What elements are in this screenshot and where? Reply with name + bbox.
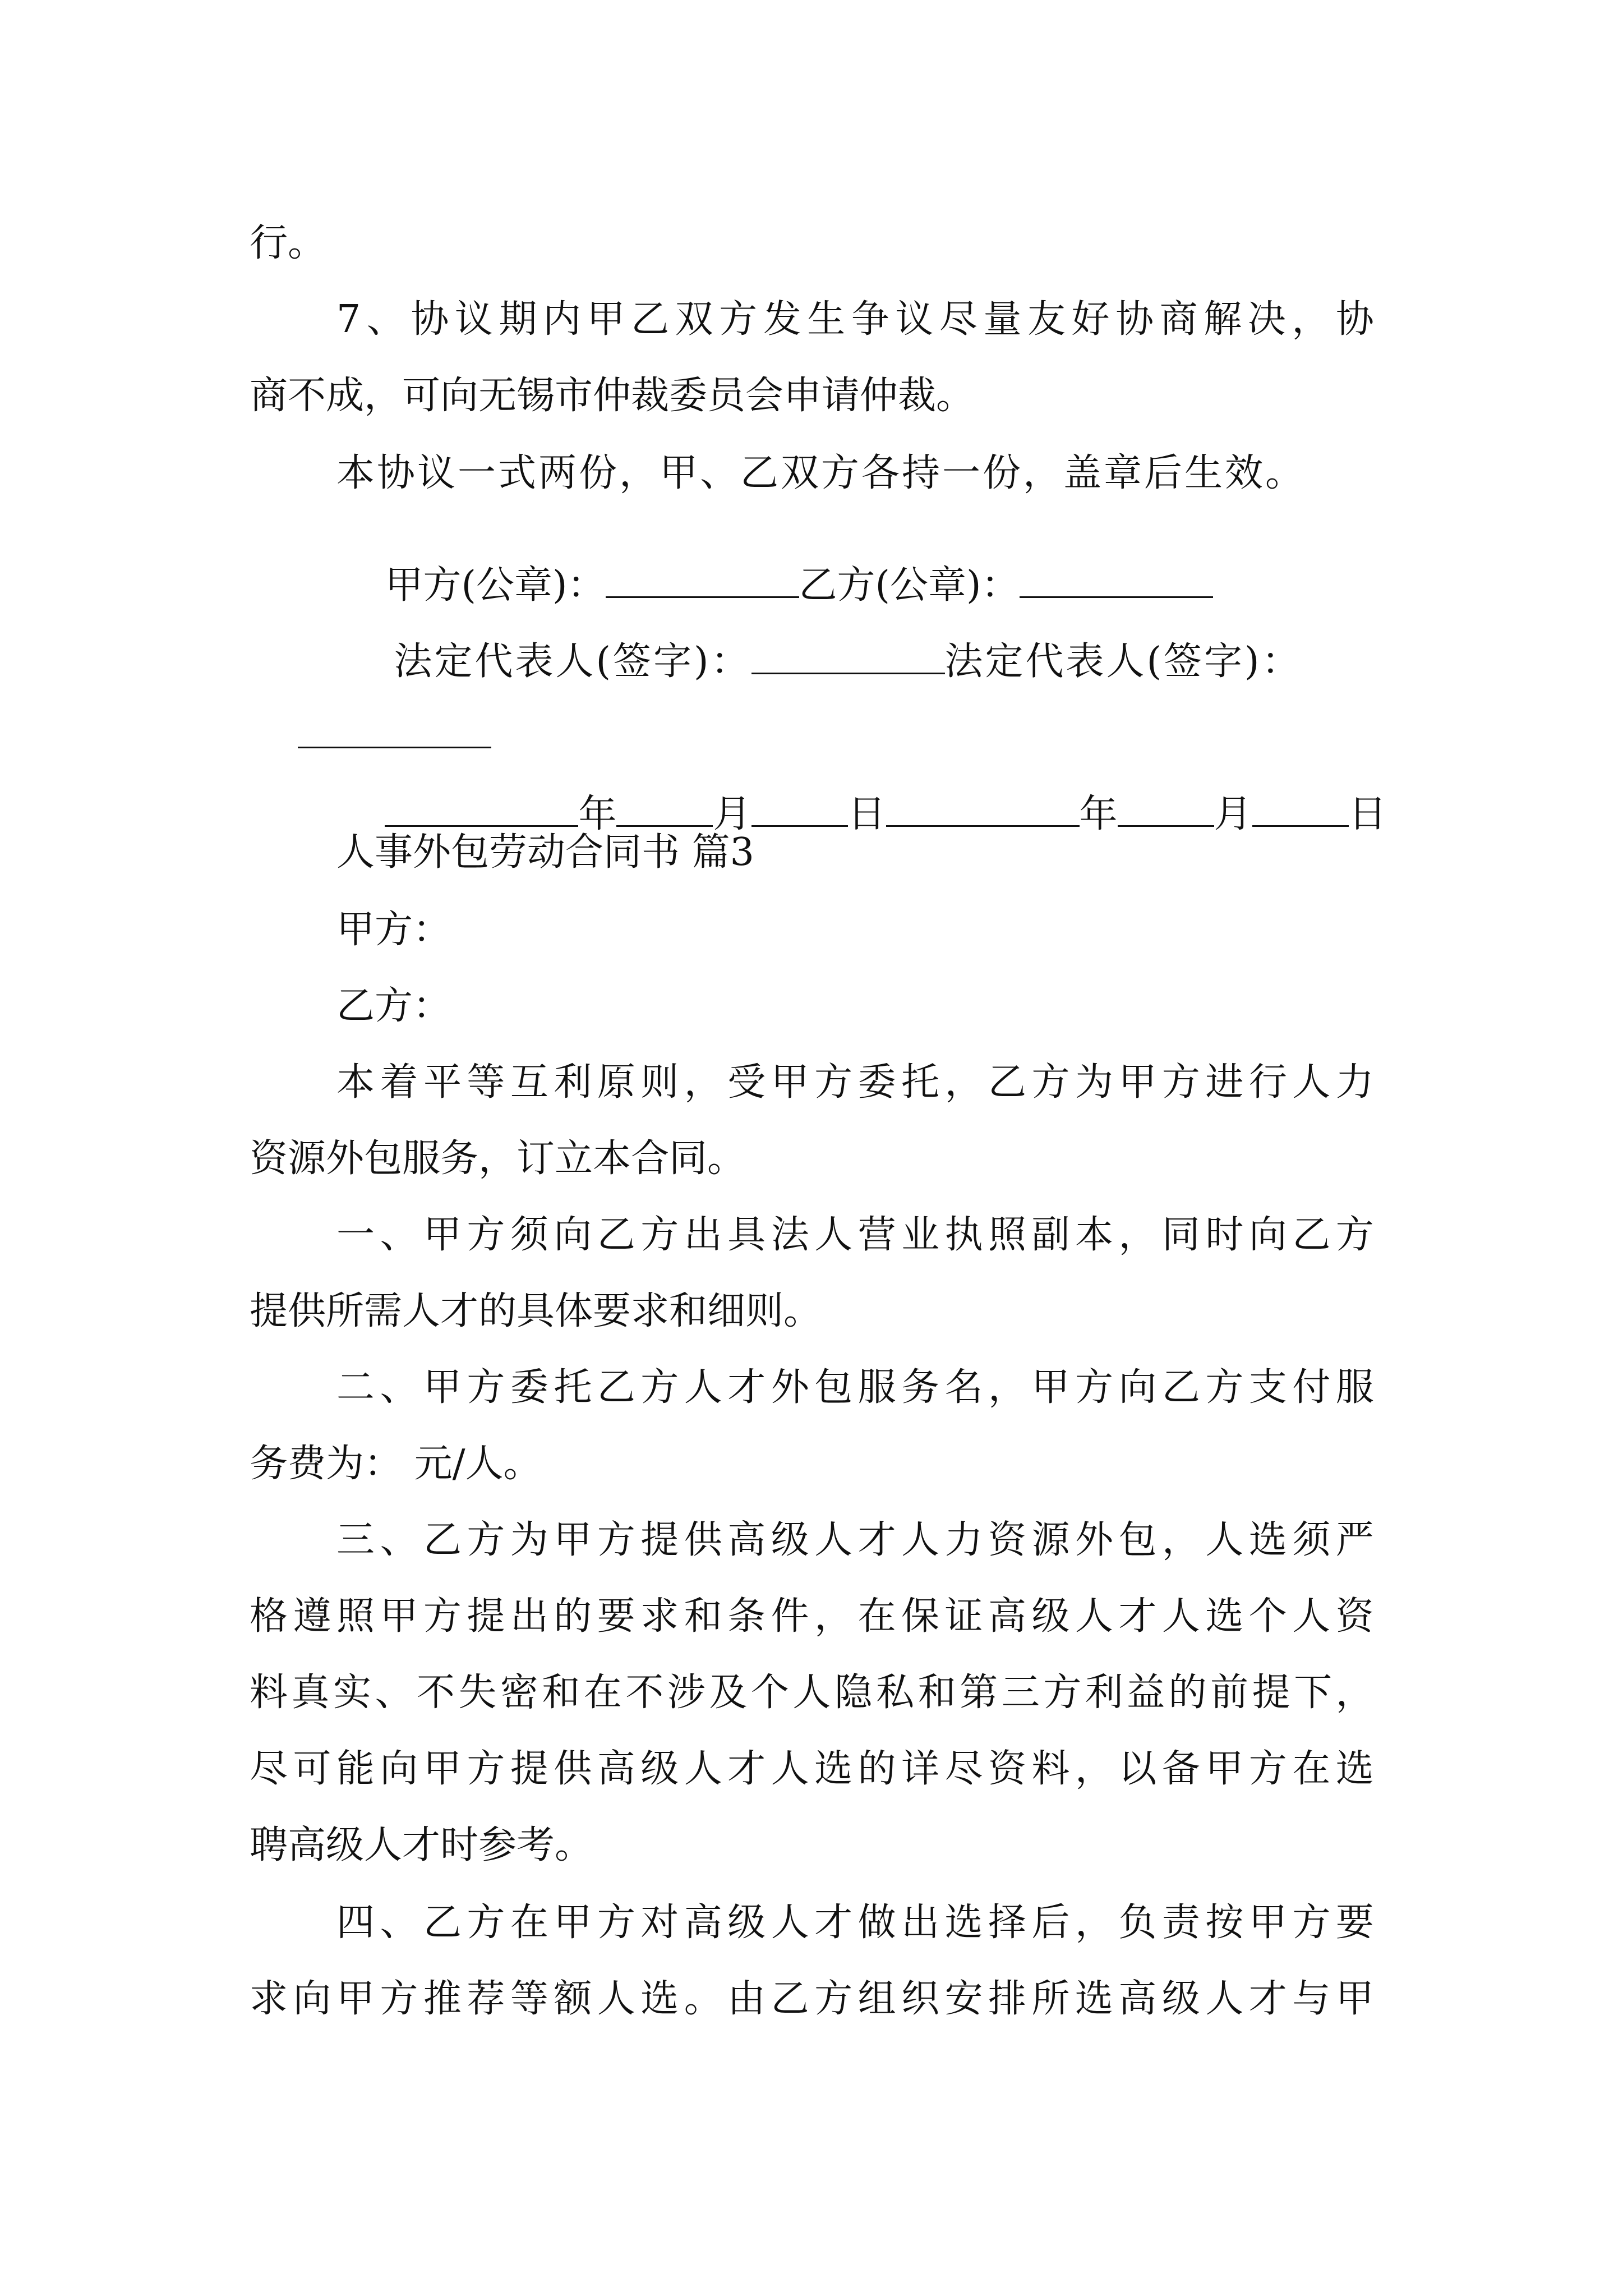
paragraph-line: 二 、 甲 方 委 托 乙 方 人 才 外 包 服 务 名 ， 甲 方 向 乙 方 支 付 服 xyxy=(336,1365,1374,1410)
party-a-seal-blank xyxy=(606,592,799,598)
paragraph-line: 格 遵 照 甲 方 提 出 的 要 求 和 条 件 ， 在 保 证 高 级 人 才 人 选 个 人 资 xyxy=(250,1594,1374,1639)
paragraph-line: 三 、 乙 方 为 甲 方 提 供 高 级 人 才 人 力 资 源 外 包 ， 人 选 须 严 xyxy=(336,1518,1374,1562)
date-a-month-label: 月 xyxy=(713,792,751,836)
party-a-label: 甲方： xyxy=(336,908,451,952)
date-a-year-blank xyxy=(385,821,578,827)
section-title: 人事外包劳动合同书 篇3 xyxy=(336,830,754,875)
rep-b-blank xyxy=(298,743,491,748)
date-b-day-label: 日 xyxy=(1348,792,1387,836)
date-a-day-blank xyxy=(751,821,848,827)
date-b-year-label: 年 xyxy=(1079,792,1118,836)
paragraph-line: 行。 xyxy=(250,221,326,265)
paragraph-line: 7 、 协 议 期 内 甲 乙 双 方 发 生 争 议 尽 量 友 好 协 商 解 决 ， 协 xyxy=(336,297,1374,342)
date-b-month-blank xyxy=(1118,821,1214,827)
date-b-day-blank xyxy=(1252,821,1349,827)
party-b-seal-blank xyxy=(1020,592,1213,598)
party-a-seal-label: 甲方(公章)： xyxy=(385,563,606,608)
paragraph-line: 商不成，可向无锡市仲裁委员会申请仲裁。 xyxy=(250,374,975,418)
rep-a-blank xyxy=(751,669,945,674)
paragraph-line: 料 真 实 、 不 失 密 和 在 不 涉 及 个 人 隐 私 和 第 三 方 利 益 的 前 提 下 ， xyxy=(250,1671,1374,1715)
paragraph-line: 聘高级人才时参考。 xyxy=(250,1823,593,1867)
rep-a-label: 法定代表人(签字)： xyxy=(394,639,751,684)
paragraph-line: 一 、 甲 方 须 向 乙 方 出 具 法 人 营 业 执 照 副 本 ， 同 时 向 乙 方 xyxy=(336,1213,1374,1257)
date-b-month-label: 月 xyxy=(1214,792,1252,836)
rep-b-label: 法定代表人(签字)： xyxy=(944,639,1302,684)
party-b-seal-label: 乙方(公章)： xyxy=(799,563,1020,608)
paragraph-line: 尽 可 能 向 甲 方 提 供 高 级 人 才 人 选 的 详 尽 资 料 ， 以 备 甲 方 在 选 xyxy=(250,1747,1374,1791)
date-b-year-blank xyxy=(886,821,1080,827)
paragraph-line: 求 向 甲 方 推 荐 等 额 人 选 。 由 乙 方 组 织 安 排 所 选 高 级 人 才 与 甲 xyxy=(250,1977,1374,2021)
date-a-year-label: 年 xyxy=(578,792,617,836)
paragraph-line: 提供所需人才的具体要求和细则。 xyxy=(250,1289,822,1333)
paragraph-line: 四 、 乙 方 在 甲 方 对 高 级 人 才 做 出 选 择 后 ， 负 责 按 甲 方 要 xyxy=(336,1901,1374,1945)
paragraph-line: 本协议一式两份，甲、乙双方各持一份，盖章后生效。 xyxy=(336,451,1306,495)
date-a-day-label: 日 xyxy=(847,792,886,836)
party-b-label: 乙方： xyxy=(336,984,451,1028)
paragraph-line: 务费为： 元/人。 xyxy=(250,1442,542,1486)
paragraph-line: 资源外包服务，订立本合同。 xyxy=(250,1137,746,1181)
date-a-month-blank xyxy=(616,821,713,827)
paragraph-line: 本 着 平 等 互 利 原 则 ， 受 甲 方 委 托 ， 乙 方 为 甲 方 进 行 人 力 xyxy=(336,1060,1374,1105)
